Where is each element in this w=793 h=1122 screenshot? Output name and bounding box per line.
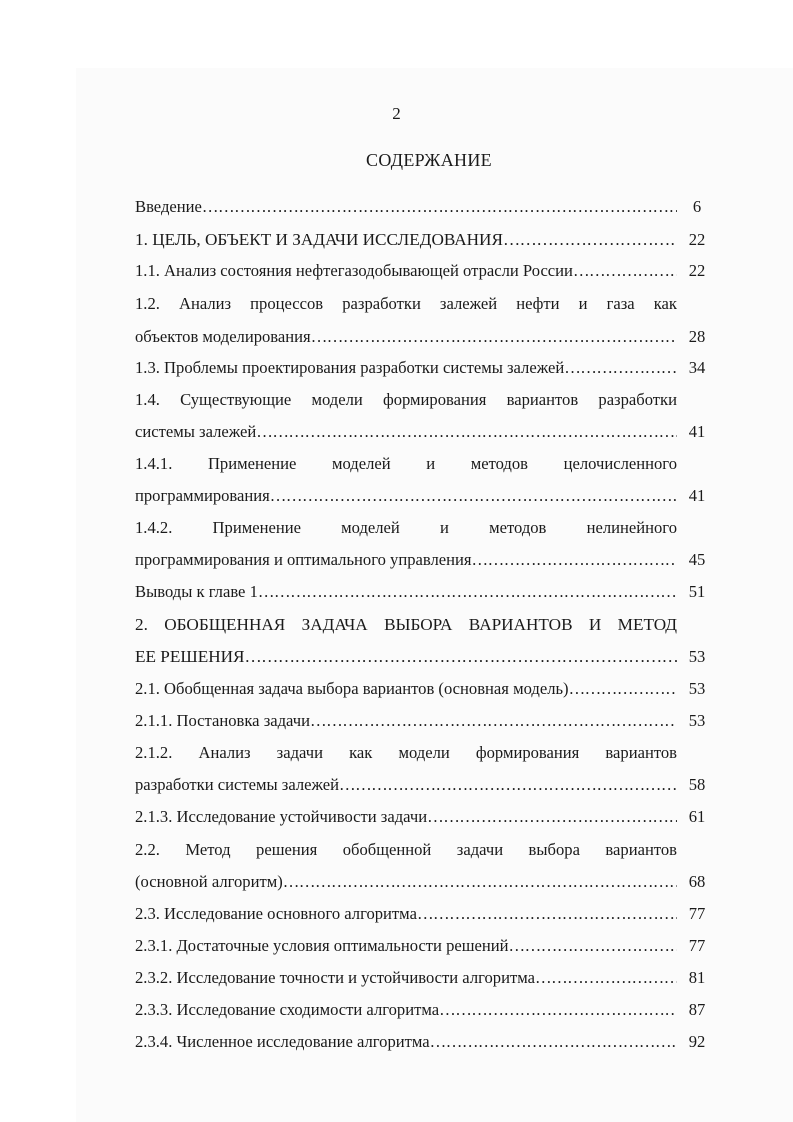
toc-entry-1-4-line-1: 1.4. Существующие модели формирования вариантов разработки bbox=[135, 390, 677, 409]
toc-entry-1-4-2-line-2 bbox=[135, 549, 677, 571]
toc-page-number: 81 bbox=[688, 968, 706, 987]
toc-entry-text: Выводы к главе 1 bbox=[135, 582, 258, 601]
toc-entry-conclusions-1 bbox=[135, 581, 677, 603]
toc-entry-2-3-1 bbox=[135, 935, 677, 957]
toc-entry-1-4-line-2 bbox=[135, 421, 677, 443]
toc-entry-introduction bbox=[135, 196, 677, 218]
dot-leader bbox=[569, 678, 677, 700]
dot-leader bbox=[417, 903, 677, 925]
dot-leader bbox=[244, 646, 677, 668]
toc-page-number: 53 bbox=[688, 647, 706, 666]
toc-entry-text: программирования bbox=[135, 486, 270, 505]
toc-page-number: 34 bbox=[688, 358, 706, 377]
toc-page-number: 6 bbox=[692, 197, 702, 216]
toc-entry-text: 1.3. Проблемы проектирования разработки системы залежей bbox=[135, 358, 565, 377]
toc-entry-2-3-4 bbox=[135, 1031, 677, 1053]
dot-leader bbox=[573, 260, 677, 282]
toc-page-number: 22 bbox=[688, 261, 706, 280]
toc-entry-text: 2.1.3. Исследование устойчивости задачи bbox=[135, 807, 428, 826]
toc-page-number: 53 bbox=[688, 711, 706, 730]
toc-entry-chapter-2-line-1: 2. ОБОБЩЕННАЯ ЗАДАЧА ВЫБОРА ВАРИАНТОВ И МЕТОД bbox=[135, 615, 677, 634]
toc-entry-1-4-1-line-2 bbox=[135, 485, 677, 507]
dot-leader bbox=[310, 710, 677, 732]
toc-title: СОДЕРЖАНИЕ bbox=[366, 150, 492, 170]
toc-page-number: 68 bbox=[688, 872, 706, 891]
toc-page-number: 92 bbox=[688, 1032, 706, 1051]
toc-entry-text: 2.1. Обобщенная задача выбора вариантов (основная модель) bbox=[135, 679, 569, 698]
dot-leader bbox=[535, 967, 677, 989]
dot-leader bbox=[439, 999, 677, 1021]
dot-leader bbox=[472, 549, 677, 571]
toc-page-number: 87 bbox=[688, 1000, 706, 1019]
toc-page-number: 41 bbox=[688, 422, 706, 441]
toc-entry-1-4-1-line-1: 1.4.1. Применение моделей и методов целочисленного bbox=[135, 454, 677, 473]
toc-entry-2-1-2-line-2 bbox=[135, 774, 677, 796]
toc-page-number: 45 bbox=[688, 550, 706, 569]
toc-page-number: 41 bbox=[688, 486, 706, 505]
toc-entry-text: ЕЕ РЕШЕНИЯ bbox=[135, 647, 245, 666]
toc-entry-1-2-line-2 bbox=[135, 326, 677, 348]
toc-entry-2-3-2 bbox=[135, 967, 677, 989]
toc-entry-text: объектов моделирования bbox=[135, 327, 311, 346]
toc-page-number: 58 bbox=[688, 775, 706, 794]
toc-page-number: 77 bbox=[688, 936, 706, 955]
toc-entry-2-1 bbox=[135, 678, 677, 700]
toc-entry-text: разработки системы залежей bbox=[135, 775, 339, 794]
dot-leader bbox=[311, 326, 677, 348]
dot-leader bbox=[503, 229, 677, 251]
toc-entry-text: 1.1. Анализ состояния нефтегазодобывающей отрасли России bbox=[135, 261, 573, 280]
dot-leader bbox=[427, 806, 677, 828]
toc-entry-text: 2.3.3. Исследование сходимости алгоритма bbox=[135, 1000, 440, 1019]
dot-leader bbox=[339, 774, 677, 796]
toc-page-number: 61 bbox=[688, 807, 706, 826]
toc-entry-2-1-1 bbox=[135, 710, 677, 732]
toc-entry-2-3 bbox=[135, 903, 677, 925]
toc-entry-text: 2.3.2. Исследование точности и устойчивости алгоритма bbox=[135, 968, 535, 987]
toc-entry-2-1-3 bbox=[135, 806, 677, 828]
dot-leader bbox=[256, 421, 677, 443]
dot-leader bbox=[564, 357, 677, 379]
toc-entry-text: 2.3.4. Численное исследование алгоритма bbox=[135, 1032, 430, 1051]
toc-entry-2-2-line-2 bbox=[135, 871, 677, 893]
toc-page-number: 28 bbox=[688, 327, 706, 346]
toc-entry-text: программирования и оптимального управления bbox=[135, 550, 472, 569]
toc-entry-1-2-line-1: 1.2. Анализ процессов разработки залежей нефти и газа как bbox=[135, 294, 677, 313]
toc-entry-text: системы залежей bbox=[135, 422, 257, 441]
toc-entry-1-3 bbox=[135, 357, 677, 379]
toc-entry-1-1 bbox=[135, 260, 677, 282]
toc-page-number: 53 bbox=[688, 679, 706, 698]
dot-leader bbox=[509, 935, 677, 957]
toc-entry-2-1-2-line-1: 2.1.2. Анализ задачи как модели формирования вариантов bbox=[135, 743, 677, 762]
toc-entry-chapter-2-line-2 bbox=[135, 646, 677, 668]
toc-entry-text: (основной алгоритм) bbox=[135, 872, 283, 891]
toc-entry-text: Введение bbox=[135, 197, 202, 216]
dot-leader bbox=[430, 1031, 677, 1053]
toc-entry-text: 2.1.1. Постановка задачи bbox=[135, 711, 310, 730]
toc-page-number: 77 bbox=[688, 904, 706, 923]
toc-entry-2-3-3 bbox=[135, 999, 677, 1021]
dot-leader bbox=[258, 581, 677, 603]
dot-leader bbox=[202, 196, 677, 218]
toc-entry-text: 2.3. Исследование основного алгоритма bbox=[135, 904, 417, 923]
dot-leader bbox=[283, 871, 677, 893]
toc-entry-text: 1. ЦЕЛЬ, ОБЪЕКТ И ЗАДАЧИ ИССЛЕДОВАНИЯ bbox=[135, 230, 503, 249]
toc-entry-text: 2.3.1. Достаточные условия оптимальности решений bbox=[135, 936, 509, 955]
toc-page-number: 51 bbox=[688, 582, 706, 601]
toc-page-number: 22 bbox=[688, 230, 706, 249]
toc-entry-1-4-2-line-1: 1.4.2. Применение моделей и методов нелинейного bbox=[135, 518, 677, 537]
toc-entry-2-2-line-1: 2.2. Метод решения обобщенной задачи выбора вариантов bbox=[135, 840, 677, 859]
page-number: 2 bbox=[392, 104, 401, 123]
dot-leader bbox=[270, 485, 677, 507]
toc-entry-chapter-1 bbox=[135, 229, 677, 251]
